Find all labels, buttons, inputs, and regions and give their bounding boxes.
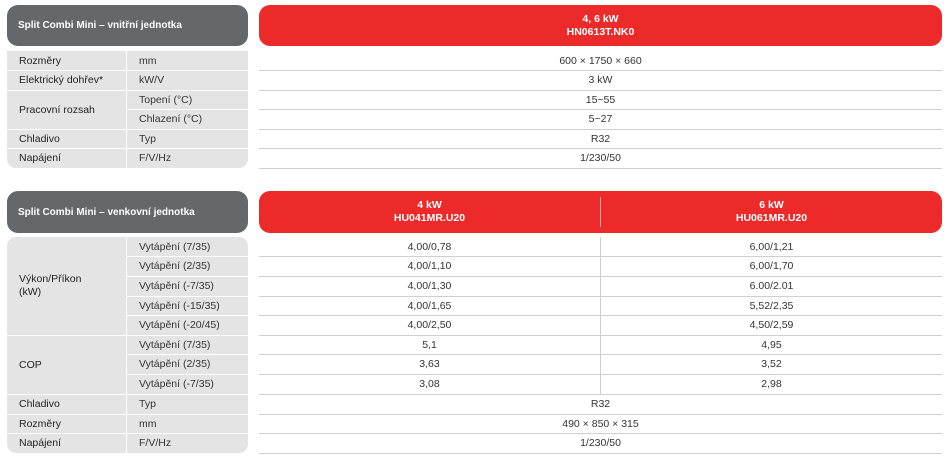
group-label-cop: COP — [7, 335, 126, 394]
outdoor-dimensions-value: 490 × 850 × 315 — [562, 417, 639, 430]
condition-label: Vytápění (-20/45) — [126, 315, 248, 335]
indoor-row-value: 15~55 — [585, 93, 616, 106]
row-divider — [7, 90, 248, 91]
outdoor-header-text: Split Combi Mini – venkovní jednotka — [18, 206, 195, 218]
value-6kw: 6.00/2.01 — [749, 280, 794, 292]
indoor-row-unit: Topení (°C) — [126, 90, 248, 109]
condition-label: Vytápění (-7/35) — [126, 276, 248, 296]
value-6kw: 3,52 — [761, 358, 782, 370]
row-divider — [126, 109, 248, 110]
outdoor-col1-header — [259, 191, 600, 233]
outdoor-refrigerant-label: Chladivo — [7, 394, 126, 414]
indoor-row-value: 3 kW — [588, 74, 613, 86]
row-divider — [7, 70, 248, 71]
indoor-row-label: Elektrický dohřev* — [7, 70, 126, 90]
row-divider — [259, 394, 942, 395]
row-divider — [7, 129, 248, 130]
outdoor-dimensions-unit: mm — [126, 414, 248, 433]
outdoor-power-unit: F/V/Hz — [126, 433, 248, 453]
condition-label: Vytápění (7/35) — [126, 237, 248, 256]
value-4kw: 4,00/1,65 — [407, 299, 452, 312]
value-6kw: 4,95 — [761, 338, 782, 351]
value-4kw: 4,00/1,30 — [407, 280, 452, 292]
indoor-row-label: Rozměry — [7, 51, 126, 70]
indoor-row-value: 5~27 — [588, 113, 613, 125]
condition-label: Vytápění (7/35) — [126, 335, 248, 354]
condition-label: Vytápění (-15/35) — [126, 296, 248, 315]
row-divider — [259, 168, 942, 169]
value-6kw: 6,00/1,70 — [749, 260, 794, 272]
outdoor-col2-power: 6 kW — [759, 199, 784, 211]
value-4kw: 4,00/2,50 — [407, 319, 452, 331]
outdoor-refrigerant-value: R32 — [590, 398, 611, 410]
outdoor-refrigerant-unit: Typ — [126, 394, 248, 414]
column-divider — [600, 237, 601, 394]
value-4kw: 3,63 — [419, 358, 440, 370]
row-divider — [7, 433, 248, 434]
group-label-vykon: Výkon/Příkon (kW) — [7, 237, 126, 335]
row-divider — [259, 453, 942, 454]
indoor-row-value: R32 — [590, 132, 611, 145]
outdoor-col1-power: 4 kW — [417, 199, 442, 211]
row-divider — [7, 335, 248, 336]
value-4kw: 4,00/1,10 — [407, 260, 452, 272]
indoor-row-unit: kW/V — [126, 70, 248, 90]
value-4kw: 5,1 — [422, 338, 437, 351]
outdoor-col2-model: HU061MR.U20 — [735, 212, 808, 224]
row-divider — [259, 109, 942, 110]
indoor-row-unit: F/V/Hz — [126, 148, 248, 168]
row-divider — [259, 148, 942, 149]
row-divider — [259, 433, 942, 434]
indoor-header-text: Split Combi Mini – vnitřní jednotka — [18, 20, 182, 31]
condition-label: Vytápění (2/35) — [126, 354, 248, 374]
indoor-row-label: Chladivo — [7, 129, 126, 148]
row-divider — [7, 148, 248, 149]
outdoor-dimensions-label: Rozměry — [7, 414, 126, 433]
indoor-row-label: Pracovní rozsah — [7, 90, 126, 129]
value-4kw: 4,00/0,78 — [407, 240, 452, 253]
row-divider — [259, 90, 942, 91]
outdoor-col2-header — [601, 191, 942, 233]
condition-label: Vytápění (-7/35) — [126, 374, 248, 394]
row-divider — [259, 414, 942, 415]
indoor-row-unit: Chlazení (°C) — [126, 109, 248, 129]
indoor-model-header — [259, 5, 942, 46]
value-6kw: 2,98 — [761, 378, 782, 390]
row-divider — [126, 256, 248, 257]
outdoor-power-value: 1/230/50 — [580, 437, 621, 449]
row-divider — [126, 276, 248, 277]
outdoor-col1-model: HU041MR.U20 — [393, 212, 466, 224]
indoor-row-value: 600 × 1750 × 660 — [559, 54, 642, 67]
indoor-power: 4, 6 kW — [582, 12, 619, 25]
condition-label: Vytápění (2/35) — [126, 256, 248, 276]
indoor-table-header — [7, 5, 248, 46]
value-6kw: 4,50/2,59 — [749, 319, 794, 331]
indoor-row-unit: mm — [126, 51, 248, 70]
value-6kw: 6,00/1,21 — [749, 240, 794, 253]
row-divider — [126, 354, 248, 355]
row-divider — [259, 70, 942, 71]
value-6kw: 5,52/2,35 — [749, 299, 794, 312]
indoor-row-label: Napájení — [7, 148, 126, 168]
row-divider — [126, 315, 248, 316]
indoor-row-unit: Typ — [126, 129, 248, 148]
row-divider — [126, 374, 248, 375]
value-4kw: 3,08 — [419, 378, 440, 390]
row-divider — [7, 414, 248, 415]
outdoor-power-label: Napájení — [7, 433, 126, 453]
row-divider — [259, 129, 942, 130]
indoor-model: HN0613T.NK0 — [566, 25, 635, 38]
row-divider — [7, 394, 248, 395]
row-divider — [126, 296, 248, 297]
outdoor-table-header — [7, 191, 248, 233]
indoor-row-value: 1/230/50 — [580, 152, 621, 164]
